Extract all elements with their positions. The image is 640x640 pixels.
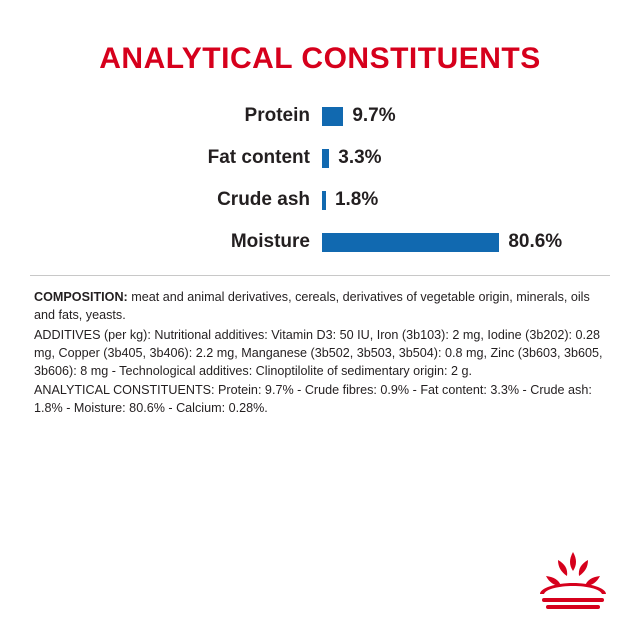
bar-fill-protein [322, 107, 343, 126]
bar-fill-fat-content [322, 149, 329, 168]
bar-value-protein: 9.7% [352, 105, 396, 126]
bar-row [28, 185, 604, 215]
bar-label-moisture: Moisture [230, 231, 310, 252]
bar-value-moisture: 80.6% [508, 231, 563, 252]
bar-value-fat-content: 3.3% [338, 147, 382, 168]
section-divider [30, 275, 610, 276]
bar-track-moisture [322, 227, 604, 257]
composition-paragraph [34, 289, 606, 325]
royal-canin-logo [536, 552, 610, 616]
bar-track-fat-content [322, 143, 604, 173]
page-title: ANALYTICAL CONSTITUENTS [99, 42, 541, 75]
bar-row [28, 143, 604, 173]
bar-row [28, 101, 604, 131]
bar-label-protein: Protein [244, 105, 310, 126]
composition-text: meat and animal derivatives, cereals, derivatives of vegetable origin, minerals, oils and fats, yeasts. [34, 290, 590, 322]
bar-track-protein [322, 101, 604, 131]
analytical-constituents-paragraph: ANALYTICAL CONSTITUENTS: Protein: 9.7% - Crude fibres: 0.9% - Fat content: 3.3% - Crude ash: 1.8% - Moisture: 80.6% - Calcium: 0.28%. [34, 383, 592, 416]
bar-fill-moisture [322, 233, 499, 252]
analytical-constituents-chart [0, 101, 640, 257]
bar-track-crude-ash [322, 185, 604, 215]
bar-label-fat-content: Fat content [207, 147, 310, 168]
bar-fill-crude-ash [322, 191, 326, 210]
bar-row [28, 227, 604, 257]
additives-paragraph: ADDITIVES (per kg): Nutritional additives: Vitamin D3: 50 IU, Iron (3b103): 2 mg, Iodine (3b202): 0.28 mg, Copper (3b405, 3b406): 2.2 mg, Manganese (3b502, 3b503, 3b504): 0.8 mg, Zinc (3b603, 3b605, 3b606): 8 mg - Technological additives: Clinoptilolite of sedimentary origin: 2 g. [34, 327, 603, 378]
composition-heading: COMPOSITION: [34, 290, 128, 304]
bar-label-crude-ash: Crude ash [217, 189, 310, 210]
bar-value-crude-ash: 1.8% [334, 189, 379, 210]
ingredients-copy [34, 289, 606, 418]
